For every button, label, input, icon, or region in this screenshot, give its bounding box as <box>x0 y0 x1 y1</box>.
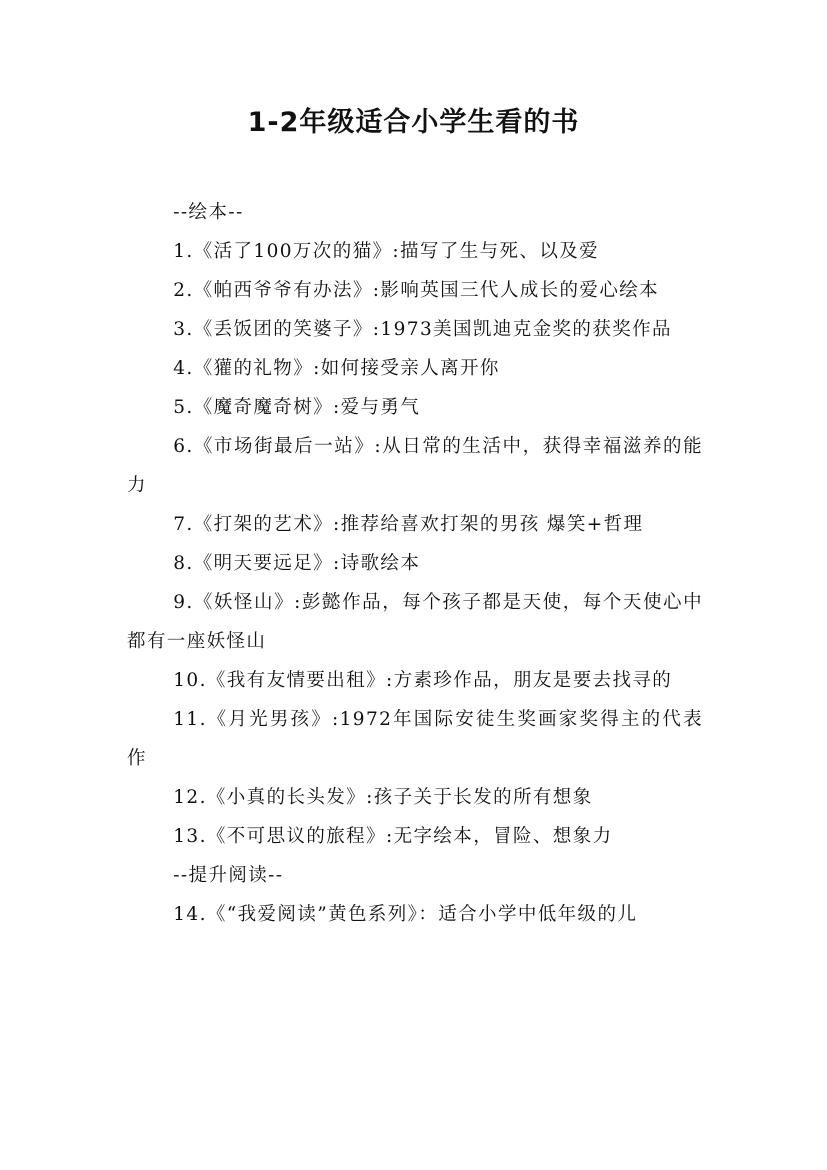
section-heading-picture-books: --绘本-- <box>173 202 244 223</box>
list-item: 10.《我有友情要出租》:方素珍作品，朋友是要去找寻的 <box>173 670 673 691</box>
list-item: 1.《活了100万次的猫》:描写了生与死、以及爱 <box>173 241 600 262</box>
book-list <box>127 193 703 934</box>
list-item: 7.《打架的艺术》:推荐给喜欢打架的男孩 爆笑+哲理 <box>173 514 644 535</box>
list-item: 11.《月光男孩》:1972年国际安徒生奖画家奖得主的代表作 <box>127 709 703 769</box>
list-item: 4.《獾的礼物》:如何接受亲人离开你 <box>173 358 500 379</box>
list-item: 5.《魔奇魔奇树》:爱与勇气 <box>173 397 421 418</box>
page-title: 1-2年级适合小学生看的书 <box>247 107 580 138</box>
list-item: 13.《不可思议的旅程》:无字绘本，冒险、想象力 <box>173 826 613 847</box>
list-item: 9.《妖怪山》:彭懿作品，每个孩子都是天使，每个天使心中都有一座妖怪山 <box>127 592 703 652</box>
list-item: 8.《明天要远足》:诗歌绘本 <box>173 553 421 574</box>
list-item: 14.《“我爱阅读”黄色系列》：适合小学中低年级的儿 <box>173 904 638 925</box>
list-item: 2.《帕西爷爷有办法》:影响英国三代人成长的爱心绘本 <box>173 280 660 301</box>
list-item: 3.《丢饭团的笑婆子》:1973美国凯迪克金奖的获奖作品 <box>173 319 672 340</box>
list-item: 6.《市场街最后一站》:从日常的生活中，获得幸福滋养的能力 <box>127 436 703 496</box>
section-heading-reading: --提升阅读-- <box>173 865 284 886</box>
list-item: 12.《小真的长头发》:孩子关于长发的所有想象 <box>173 787 593 808</box>
